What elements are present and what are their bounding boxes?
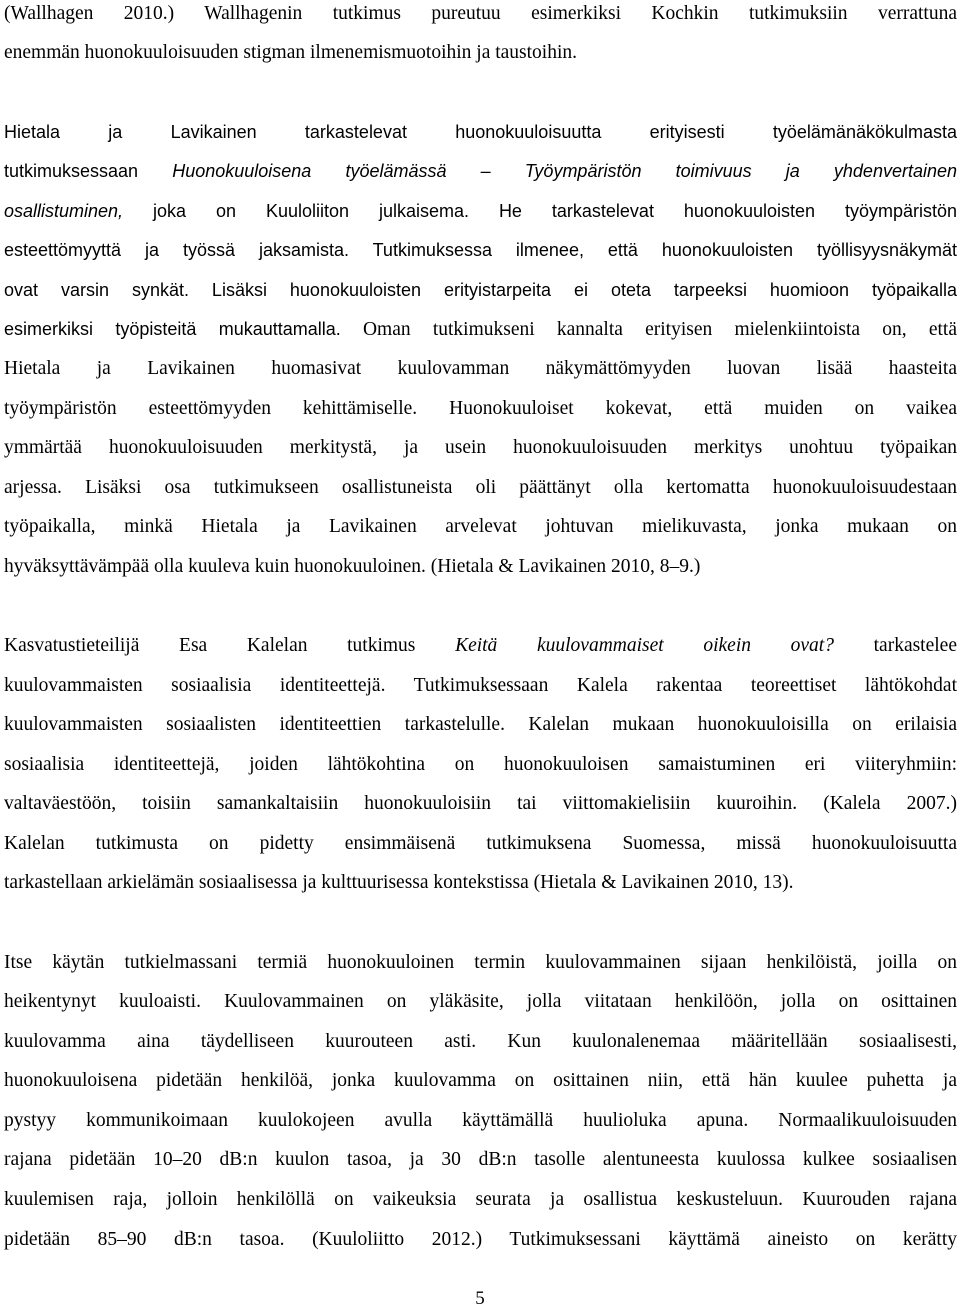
- text-line: huonokuuloisena pidetään henkilöä, jonka kuulovamma on osittainen niin, että hän kuulee puhetta ja: [4, 1070, 957, 1091]
- text-line: ovat varsin synkät. Lisäksi huonokuuloisten erityistarpeita ei oteta tarpeeksi huomioon työpaikalla: [4, 280, 957, 300]
- text-line: hyväksyttävämpää olla kuuleva kuin huonokuuloinen. (Hietala & Lavikainen 2010, 8–9.): [4, 556, 701, 577]
- text-line: [4, 317, 957, 342]
- text-span: Kasvatustieteilijä Esa Kalelan tutkimus: [4, 635, 456, 656]
- text-line: kuulovamma aina täydelliseen kuurouteen asti. Kun kuulonalenemaa määritellään sosiaalisesti,: [4, 1031, 957, 1052]
- text-span: Oman tutkimukseni kannalta erityisen mielenkiintoista on, että: [340, 319, 958, 340]
- text-line: Itse käytän tutkielmassani termiä huonokuuloinen termin kuulovammainen sijaan henkilöistä, joilla on: [4, 952, 957, 973]
- text-line: [4, 634, 957, 658]
- text-line: pystyy kommunikoimaan kuulokojeen avulla käyttämällä huulioluka apuna. Normaalikuuloisuuden: [4, 1110, 957, 1131]
- text-line: enemmän huonokuuloisuuden stigman ilmenemismuotoihin ja taustoihin.: [4, 42, 578, 63]
- text-line: kuulovammaisten sosiaalisia identiteettejä. Tutkimuksessaan Kalela rakentaa teoreettiset lähtökohdat: [4, 675, 957, 696]
- text-line: Hietala ja Lavikainen tarkastelevat huonokuuloisuutta erityisesti työelämänäkökulmasta: [4, 122, 957, 142]
- text-line: ymmärtää huonokuuloisuuden merkitystä, ja usein huonokuuloisuuden merkitys unohtuu työpaikan: [4, 437, 957, 458]
- text-line: työpaikalla, minkä Hietala ja Lavikainen arvelevat johtuvan mielikuvasta, jonka mukaan on: [4, 516, 957, 537]
- text-line: [4, 159, 957, 183]
- text-line: Hietala ja Lavikainen huomasivat kuulovamman näkymättömyyden luovan lisää haasteita: [4, 358, 957, 379]
- book-title: osallistuminen,: [4, 201, 124, 221]
- text-line: esteettömyyttä ja työssä jaksamista. Tutkimuksessa ilmenee, että huonokuuloisten työllisyysnäkymät: [4, 240, 957, 260]
- text-span: tarkastelee: [833, 635, 957, 656]
- text-line: kuulovammaisten sosiaalisten identiteettien tarkastelulle. Kalelan mukaan huonokuuloisilla on erilaisia: [4, 714, 957, 735]
- text-line: työympäristön esteettömyyden kehittämiselle. Huonokuuloiset kokevat, että muiden on vaikea: [4, 398, 957, 419]
- text-span: tutkimuksessaan: [4, 161, 173, 181]
- text-span: esimerkiksi työpisteitä mukauttamalla.: [4, 319, 341, 339]
- text-line: [4, 199, 957, 223]
- page-number: 5: [475, 1288, 485, 1309]
- text-line: heikentynyt kuuloaisti. Kuulovammainen on yläkäsite, jolla viitataan henkilöön, jolla on osittainen: [4, 991, 957, 1012]
- text-line: valtaväestöön, toisiin samankaltaisiin huonokuuloisiin tai viittomakielisiin kuuroihin. (Kalela 2007.): [4, 793, 957, 814]
- text-line: sosiaalisia identiteettejä, joiden lähtökohtina on huonokuuloisen samaistuminen eri viiteryhmiin:: [4, 754, 957, 775]
- text-line: pidetään 85–90 dB:n tasoa. (Kuuloliitto 2012.) Tutkimuksessani käyttämä aineisto on kerätty: [4, 1229, 957, 1250]
- text-line: kuulemisen raja, jolloin henkilöllä on vaikeuksia seurata ja osallistua keskusteluun. Kuurouden rajana: [4, 1189, 957, 1210]
- text-line: Kalelan tutkimusta on pidetty ensimmäisenä tutkimuksena Suomessa, missä huonokuuloisuutta: [4, 833, 957, 854]
- text-line: arjessa. Lisäksi osa tutkimukseen osallistuneista oli päättänyt olla kertomatta huonokuuloisuudestaan: [4, 477, 957, 498]
- text-span: joka on Kuuloliiton julkaisema. He tarkastelevat huonokuuloisten työympäristön: [123, 201, 957, 221]
- book-title: Huonokuuloisena työelämässä – Työympäristön toimivuus ja yhdenvertainen: [172, 161, 958, 181]
- text-line: tarkastellaan arkielämän sosiaalisessa ja kulttuurisessa kontekstissa (Hietala & Lavikainen 2010, 13).: [4, 872, 794, 893]
- text-line: (Wallhagen 2010.) Wallhagenin tutkimus pureutuu esimerkiksi Kochkin tutkimuksiin verrattuna: [4, 3, 957, 24]
- book-title: Keitä kuulovammaiset oikein ovat?: [455, 635, 834, 656]
- text-line: rajana pidetään 10–20 dB:n kuulon tasoa, ja 30 dB:n tasolle alentuneesta kuulossa kulkee sosiaalisen: [4, 1149, 957, 1170]
